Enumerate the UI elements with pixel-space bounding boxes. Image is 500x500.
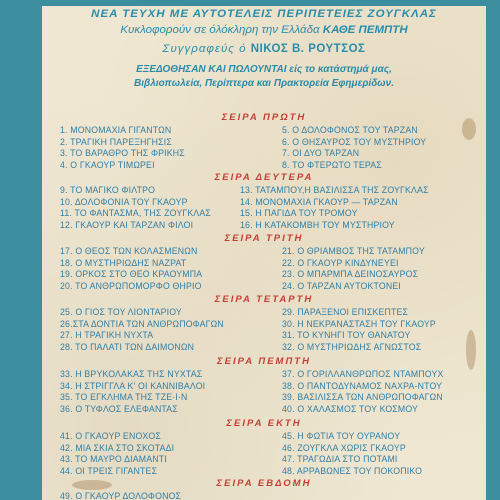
issue-title: 46. ΖΟΥΓΚΛΑ ΧΩΡΙΣ ΓΚΑΟΥΡ [282, 442, 406, 454]
issue-title: 48. ΑΡΡΑΒΩΝΕΣ ΤΟΥ ΠΟΚΟΠΙΚΟ [282, 465, 423, 477]
issue-title: 6. Ο ΘΗΣΑΥΡΟΣ ΤΟΥ ΜΥΣΤΗΡΙΟΥ [282, 136, 427, 148]
issue-title: 43. ΤΟ ΜΑΥΡΟ ΔΙΑΜΑΝΤΙ [60, 454, 167, 466]
availability-line-1: ΕΞΕΔΟΘΗΣΑΝ ΚΑΙ ΠΩΛΟΥΝΤΑΙ είς το κατάστημά μας, [136, 64, 392, 75]
issue-title: 10. ΔΟΛΟΦΟΝΙΑ ΤΟΥ ΓΚΑΟΥΡ [60, 196, 188, 208]
issue-title: 42. ΜΙΑ ΣΚΙΑ ΣΤΟ ΣΚΟΤΑΔΙ [60, 442, 175, 454]
issue-title: 22. Ο ΓΚΑΟΥΡ ΚΙΝΔΥΝΕΥΕΙ [282, 257, 399, 269]
issue-title: 33. Η ΒΡΥΚΟΛΑΚΑΣ ΤΗΣ ΝΥΧΤΑΣ [60, 369, 203, 380]
series-heading: ΣΕΙΡΑ ΕΚΤΗ [226, 418, 302, 429]
issue-title: 49. Ο ΓΚΑΟΥΡ ΔΟΛΟΦΟΝΟΣ [60, 491, 182, 500]
author-prefix: Συγγραφεύς ό [162, 43, 247, 55]
issue-title: 24. Ο ΤΑΡΖΑΝ ΑΥΤΟΚΤΟΝΕΙ [282, 280, 402, 292]
issue-title: 29. ΠΑΡΑΞΕΝΟΙ ΕΠΙΣΚΕΠΤΕΣ [282, 307, 409, 318]
paper-stain [466, 330, 476, 370]
header-author [42, 43, 486, 55]
catalog-page [42, 0, 486, 500]
issue-title: 16. Η ΚΑΤΑΚΟΜΒΗ ΤΟΥ ΜΥΣΤΗΡΙΟΥ [240, 219, 395, 231]
issue-title: 12. ΓΚΑΟΥΡ ΚΑΙ ΤΑΡΖΑΝ ΦΙΛΟΙ [60, 219, 194, 231]
issue-title: 31. ΤΟ ΚΥΝΗΓΙ ΤΟΥ ΘΑΝΑΤΟΥ [282, 330, 411, 342]
availability-line-2: Βιβλιοπωλεία, Περίπτερα και Πρακτορεία Εφημερίδων. [134, 78, 394, 89]
issue-title: 11. ΤΟ ΦΑΝΤΑΣΜΑ, ΤΗΣ ΖΟΥΓΚΛΑΣ [60, 208, 211, 220]
issue-title: 26.ΣΤΑ ΔΟΝΤΙΑ ΤΩΝ ΑΝΘΡΩΠΟΦΑΓΩΝ [60, 318, 224, 330]
issue-title: 30. Η ΝΕΚΡΑΝΑΣΤΑΣΗ ΤΟΥ ΓΚΑΟΥΡ [282, 318, 436, 330]
header-circulation [42, 24, 486, 36]
issue-title: 4. Ο ΓΚΑΟΥΡ ΤΙΜΩΡΕΙ [60, 159, 155, 171]
series-heading: ΣΕΙΡΑ ΔΕΥΤΕΡΑ [214, 172, 314, 183]
issue-title: 37. Ο ΓΟΡΙΛΛΑΝΘΡΩΠΟΣ ΝΤΑΜΠΟΥΧ [282, 369, 444, 380]
issue-title: 5. Ο ΔΟΛΟΦΟΝΟΣ ΤΟΥ ΤΑΡΖΑΝ [282, 125, 418, 136]
issue-title: 20. ΤΟ ΑΝΘΡΩΠΟΜΟΡΦΟ ΘΗΡΙΟ [60, 280, 202, 292]
author-name: ΝΙΚΟΣ Β. ΡΟΥΤΣΟΣ [250, 43, 366, 55]
issue-title: 17. Ο ΘΕΟΣ ΤΩΝ ΚΟΛΑΣΜΕΝΩΝ [60, 246, 198, 257]
issue-title: 15. Η ΠΑΓΙΔΑ ΤΟΥ ΤΡΟΜΟΥ [240, 208, 358, 220]
issue-title: 3. ΤΟ ΒΑΡΑΘΡΟ ΤΗΣ ΦΡΙΚΗΣ [60, 148, 185, 160]
issue-title: 19. ΟΡΚΟΣ ΣΤΟ ΘΕΟ ΚΡΑΟΥΜΠΑ [60, 269, 203, 281]
series-heading: ΣΕΙΡΑ ΤΡΙΤΗ [224, 233, 304, 244]
issue-title: 25. Ο ΓΙΟΣ ΤΟΥ ΛΙΟΝΤΑΡΙΟΥ [60, 307, 182, 318]
series-heading: ΣΕΙΡΑ ΤΕΤΑΡΤΗ [214, 294, 314, 305]
circulation-text: Κυκλοφορούν σε όλόκληρη την Ελλάδα [120, 24, 320, 36]
issue-title: 47. ΤΡΑΓΩΔΙΑ ΣΤΟ ΠΟΤΑΜΙ [282, 454, 398, 466]
issue-title: 41. Ο ΓΚΑΟΥΡ ΕΝΟΧΟΣ [60, 431, 162, 442]
issue-title: 40. Ο ΧΑΛΑΣΜΟΣ ΤΟΥ ΚΟΣΜΟΥ [282, 403, 419, 415]
series-heading: ΣΕΙΡΑ ΕΒΔΟΜΗ [216, 478, 312, 489]
issue-title: 27. Η ΤΡΑΓΙΚΗ ΝΥΧΤΑ [60, 330, 154, 342]
paper-stain [72, 480, 112, 490]
series-heading: ΣΕΙΡΑ ΠΕΜΠΤΗ [217, 356, 311, 367]
issue-title: 32. Ο ΜΥΣΤΗΡΙΩΔΗΣ ΑΓΝΩΣΤΟΣ [282, 341, 422, 353]
issue-title: 18. Ο ΜΥΣΤΗΡΙΩΔΗΣ ΝΑΖΡΑΤ [60, 257, 187, 269]
issue-title: 9. ΤΟ ΜΑΓΙΚΟ ΦΙΛΤΡΟ [60, 185, 156, 196]
issue-title: 23. Ο ΜΠΑΡΜΠΑ ΔΕΙΝΟΣΑΥΡΟΣ [282, 269, 419, 281]
circulation-day: ΚΑΘΕ ΠΕΜΠΤΗ [322, 24, 408, 36]
issue-title: 36. Ο ΤΥΦΛΟΣ ΕΛΕΦΑΝΤΑΣ [60, 403, 178, 415]
issue-title: 14. ΜΟΝΟΜΑΧΙΑ ΓΚΑΟΥΡ — ΤΑΡΖΑΝ [240, 196, 398, 208]
issue-title: 39. ΒΑΣΙΛΙΣΣΑ ΤΩΝ ΑΝΘΡΩΠΟΦΑΓΩΝ [282, 392, 443, 404]
issue-title: 1. ΜΟΝΟΜΑΧΙΑ ΓΙΓΑΝΤΩΝ [60, 125, 172, 136]
issue-title: 45. Η ΦΩΤΙΑ ΤΟΥ ΟΥΡΑΝΟΥ [282, 431, 401, 442]
issue-title: 44. ΟΙ ΤΡΕΙΣ ΓΙΓΑΝΤΕΣ [60, 465, 158, 477]
issue-title: 34. Η ΣΤΡΙΓΓΛΑ Κ' ΟΙ ΚΑΝΝΙΒΑΛΟΙ [60, 380, 206, 392]
issue-title: 28. ΤΟ ΠΑΛΑΤΙ ΤΩΝ ΔΑΙΜΟΝΩΝ [60, 341, 195, 353]
issue-title: 2. ΤΡΑΓΙΚΗ ΠΑΡΕΞΗΓΗΣΙΣ [60, 136, 172, 148]
issue-title: 13. ΤΑΤΑΜΠΟΥ,Η ΒΑΣΙΛΙΣΣΑ ΤΗΣ ΖΟΥΓΚΛΑΣ [240, 185, 429, 196]
issue-title: 8. ΤΟ ΦΤΕΡΩΤΟ ΤΕΡΑΣ [282, 159, 382, 171]
top-color-band [42, 0, 486, 6]
issue-title: 38. Ο ΠΑΝΤΟΔΥΝΑΜΟΣ ΝΑΧΡΑ-ΝΤΟΥ [282, 380, 443, 392]
series-heading: ΣΕΙΡΑ ΠΡΩΤΗ [221, 112, 307, 123]
issue-title: 35. ΤΟ ΕΓΚΛΗΜΑ ΤΗΣ ΤΖΕ·Ι·Ν [60, 392, 188, 404]
issue-title: 7. ΟΙ ΔΥΟ ΤΑΡΖΑΝ [282, 148, 360, 160]
header-title: ΝΕΑ ΤΕΥΧΗ ΜΕ ΑΥΤΟΤΕΛΕΙΣ ΠΕΡΙΠΕΤΕΙΕΣ ΖΟΥΓΚΛΑΣ [91, 8, 437, 20]
paper-stain [462, 118, 476, 140]
issue-title: 21. Ο ΘΡΙΑΜΒΟΣ ΤΗΣ ΤΑΤΑΜΠΟΥ [282, 246, 425, 257]
